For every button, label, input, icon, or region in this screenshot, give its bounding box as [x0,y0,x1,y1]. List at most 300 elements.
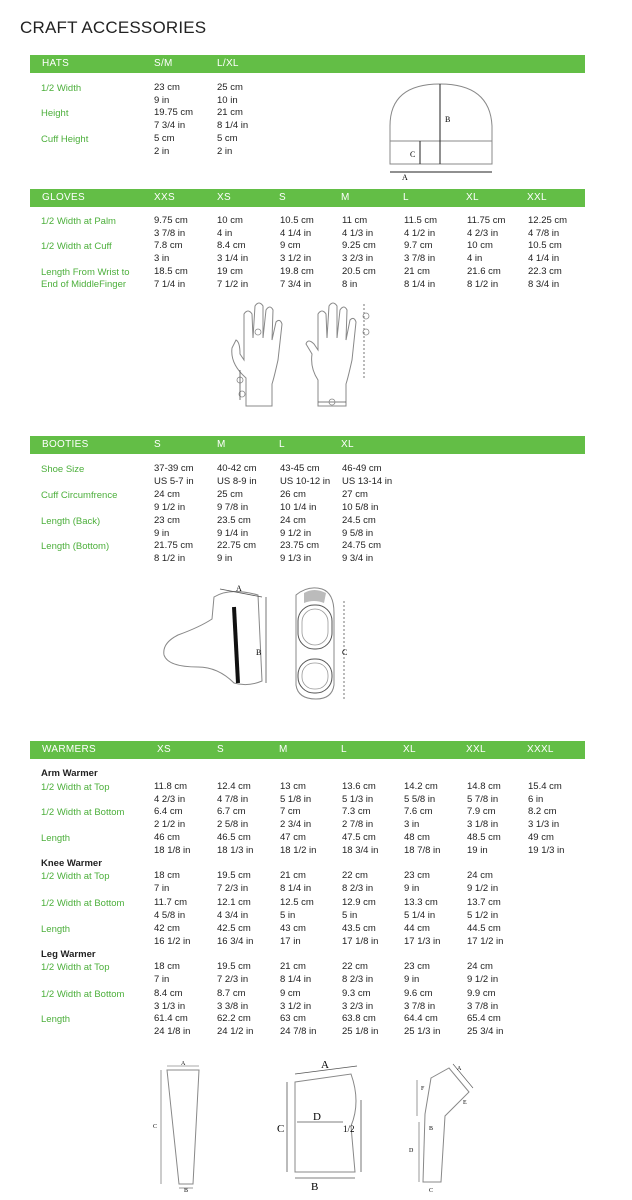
imperial-value: 7 3/4 in [154,119,186,131]
metric-value: 23 cm [404,961,430,972]
size-cell [217,133,238,158]
warmers-header-size: XS [157,744,171,755]
size-cell [342,515,376,540]
bootie-label-a: A [236,584,242,593]
size-cell [467,781,501,806]
size-cell [280,540,319,565]
booties-header-size: S [154,439,161,450]
size-cell [342,988,373,1013]
gloves-header-size: S [279,192,286,203]
metric-value: 64.4 cm [404,1013,438,1024]
imperial-value: 17 1/3 in [404,935,441,947]
imperial-value: 3 2/3 in [342,1000,374,1012]
size-cell [217,806,248,831]
knee-label-c: C [277,1123,285,1135]
metric-value: 10.5 cm [280,215,314,226]
metric-value: 14.2 cm [404,781,438,792]
imperial-value: 17 in [280,935,301,947]
size-cell [217,489,248,514]
metric-value: 9 cm [280,240,301,251]
metric-value: 10 cm [217,215,243,226]
gloves-header-size: XL [466,192,479,203]
row-label: Cuff Height [41,134,89,145]
metric-value: 21.75 cm [154,540,194,551]
glove-diagram [218,298,378,410]
row-label: 1/2 Width at Top [41,962,110,973]
metric-value: 42.5 cm [217,923,251,934]
size-cell [342,870,373,895]
imperial-value: 7 2/3 in [217,973,249,985]
metric-value: 23 cm [154,515,180,526]
imperial-value: 9 7/8 in [217,501,249,513]
imperial-value: 18 1/2 in [280,844,317,856]
metric-value: 8.7 cm [217,988,246,999]
size-cell [280,961,311,986]
row-label: Length From Wrist to [41,267,130,278]
size-cell [154,133,175,158]
warmers-header-size: XXXL [527,744,554,755]
size-cell [280,781,311,806]
warmers-header-label: WARMERS [42,744,96,755]
imperial-value: 9 1/2 in [154,501,186,513]
imperial-value: 2 3/4 in [280,818,312,830]
hats-header-size: L/XL [217,58,239,69]
metric-value: 7.6 cm [404,806,433,817]
row-label: Shoe Size [41,464,85,475]
size-cell [217,870,251,895]
hats-header-label: HATS [42,58,70,69]
size-cell [217,82,243,107]
metric-value: 63 cm [280,1013,306,1024]
imperial-value: 2 7/8 in [342,818,374,830]
metric-value: 23 cm [154,82,180,93]
size-cell [528,266,562,291]
imperial-value: 8 1/4 in [280,973,312,985]
metric-value: 15.4 cm [528,781,562,792]
imperial-value: 24 1/8 in [154,1025,191,1037]
size-cell [342,806,373,831]
imperial-value: 5 1/8 in [280,793,312,805]
metric-value: 10 cm [467,240,493,251]
imperial-value: 3 1/8 in [467,818,499,830]
size-cell [342,923,378,948]
size-cell [154,988,185,1013]
imperial-value: 10 5/8 in [342,501,379,513]
hats-header-size: S/M [154,58,173,69]
imperial-value: 3 3/8 in [217,1000,249,1012]
leg-label-e: E [463,1100,467,1106]
metric-value: 9 cm [280,988,301,999]
size-cell [528,240,562,265]
imperial-value: 9 3/4 in [342,552,374,564]
metric-value: 48 cm [404,832,430,843]
imperial-value: 18 7/8 in [404,844,441,856]
metric-value: 48.5 cm [467,832,501,843]
size-cell [217,266,248,291]
size-cell [404,988,435,1013]
size-cell [342,832,378,857]
hat-label-a: A [402,173,408,180]
size-cell [404,266,435,291]
row-label: 1/2 Width at Top [41,871,110,882]
size-cell [404,1013,440,1038]
size-cell [154,832,190,857]
metric-value: 23.5 cm [217,515,251,526]
bootie-label-c: C [342,648,348,657]
imperial-value: 3 7/8 in [467,1000,499,1012]
row-label: Length [41,833,71,844]
size-cell [280,923,306,948]
row-label: 1/2 Width [41,83,82,94]
imperial-value: 4 7/8 in [528,227,560,239]
row-label: 1/2 Width at Bottom [41,989,125,1000]
size-cell [154,489,185,514]
imperial-value: 3 1/2 in [280,1000,312,1012]
imperial-value: 8 1/2 in [154,552,186,564]
imperial-value: 3 1/4 in [217,252,249,264]
size-cell [154,1013,190,1038]
size-cell [217,107,248,132]
metric-value: 12.25 cm [528,215,568,226]
knee-label-a: A [321,1060,329,1071]
row-label: Length (Bottom) [41,541,110,552]
size-cell [280,806,311,831]
imperial-value: 9 in [217,552,233,564]
booties-header-bar [30,436,585,454]
metric-value: 19.5 cm [217,870,251,881]
metric-value: 10.5 cm [528,240,562,251]
size-cell [217,961,251,986]
booties-header-size: M [217,439,226,450]
gloves-header-size: L [403,192,409,203]
size-cell [404,240,435,265]
imperial-value: 9 1/2 in [280,527,312,539]
size-cell [342,240,376,265]
size-cell [404,870,430,895]
metric-value: 7 cm [280,806,301,817]
metric-value: 44.5 cm [467,923,501,934]
size-cell [342,489,378,514]
imperial-value: 4 5/8 in [154,909,186,921]
size-cell [342,961,373,986]
hat-diagram [380,74,510,180]
metric-value: 6.4 cm [154,806,183,817]
size-cell [467,240,493,265]
size-cell [280,988,311,1013]
warmers-header-bar [30,741,585,759]
metric-value: 5 cm [154,133,175,144]
size-cell [217,897,251,922]
hat-label-c: C [410,150,416,159]
imperial-value: 9 1/2 in [467,973,499,985]
warmers-header-size: L [341,744,347,755]
hats-header-bar [30,55,585,73]
imperial-value: 4 in [217,227,233,239]
page-title: CRAFT ACCESSORIES [20,18,207,37]
metric-value: 13.7 cm [467,897,501,908]
row-label-line2: End of MiddleFinger [41,279,127,290]
imperial-value: 2 in [217,145,233,157]
metric-value: 21 cm [280,961,306,972]
imperial-value: 7 in [154,882,170,894]
imperial-value: 8 2/3 in [342,973,374,985]
metric-value: 62.2 cm [217,1013,251,1024]
gloves-header-label: GLOVES [42,192,85,203]
row-label: Length [41,924,71,935]
imperial-value: US 13-14 in [342,475,393,487]
row-label: Length (Back) [41,516,101,527]
imperial-value: 8 1/4 in [217,119,249,131]
metric-value: 13.3 cm [404,897,438,908]
imperial-value: 24 7/8 in [280,1025,317,1037]
row-label: 1/2 Width at Palm [41,216,116,227]
size-cell [154,107,193,132]
row-label: Height [41,108,69,119]
imperial-value: 4 7/8 in [217,793,249,805]
size-cell [280,897,314,922]
imperial-value: 5 1/4 in [404,909,436,921]
metric-value: 20.5 cm [342,266,376,277]
size-cell [467,870,498,895]
size-cell [467,806,498,831]
size-cell [342,266,376,291]
imperial-value: US 8-9 in [217,475,257,487]
metric-value: 24 cm [467,961,493,972]
size-cell [280,215,314,240]
row-label: 1/2 Width at Bottom [41,898,125,909]
imperial-value: 16 3/4 in [217,935,254,947]
size-cell [280,1013,316,1038]
size-cell [467,988,498,1013]
size-cell [154,897,187,922]
imperial-value: 3 7/8 in [404,252,436,264]
size-cell [404,897,438,922]
row-label: 1/2 Width at Cuff [41,241,112,252]
imperial-value: 8 1/2 in [467,278,499,290]
imperial-value: 5 in [280,909,296,921]
size-cell [528,781,562,806]
metric-value: 18.5 cm [154,266,188,277]
imperial-value: 8 3/4 in [528,278,560,290]
metric-value: 26 cm [280,489,306,500]
metric-value: 8.2 cm [528,806,557,817]
metric-value: 9.6 cm [404,988,433,999]
metric-value: 40-42 cm [217,463,257,474]
metric-value: 24 cm [154,489,180,500]
arm-label-c: C [153,1124,158,1130]
metric-value: 13 cm [280,781,306,792]
size-cell [217,1013,253,1038]
size-cell [528,215,567,240]
leg-label-a: A [457,1066,462,1072]
imperial-value: 17 1/2 in [467,935,504,947]
imperial-value: 19 in [467,844,488,856]
metric-value: 43 cm [280,923,306,934]
leg-label-c: C [429,1188,434,1192]
size-cell [467,1013,503,1038]
imperial-value: 3 7/8 in [154,227,186,239]
metric-value: 24.5 cm [342,515,376,526]
size-cell [404,781,438,806]
metric-value: 25 cm [217,489,243,500]
metric-value: 8.4 cm [154,988,183,999]
metric-value: 19.5 cm [217,961,251,972]
imperial-value: 5 in [342,909,358,921]
imperial-value: US 10-12 in [280,475,331,487]
row-label: Length [41,1014,71,1025]
imperial-value: 5 1/2 in [467,909,499,921]
metric-value: 13.6 cm [342,781,376,792]
metric-value: 21 cm [217,107,243,118]
imperial-value: 18 1/3 in [217,844,254,856]
metric-value: 27 cm [342,489,368,500]
arm-label-b: B [184,1188,189,1192]
size-cell [154,215,188,240]
size-cell [280,463,330,488]
leg-label-b: B [429,1126,434,1132]
imperial-value: 7 1/2 in [217,278,249,290]
imperial-value: 25 1/8 in [342,1025,379,1037]
metric-value: 65.4 cm [467,1013,501,1024]
metric-value: 19 cm [217,266,243,277]
size-cell [528,832,564,857]
metric-value: 47 cm [280,832,306,843]
metric-value: 9.3 cm [342,988,371,999]
row-label: 1/2 Width at Bottom [41,807,125,818]
booties-header-size: L [279,439,285,450]
metric-value: 9.7 cm [404,240,433,251]
booties-header-size: XL [341,439,354,450]
imperial-value: 3 1/2 in [280,252,312,264]
size-cell [467,215,505,240]
knee-label-half: 1/2 [343,1124,355,1134]
size-cell [342,897,376,922]
imperial-value: 3 7/8 in [404,1000,436,1012]
metric-value: 22 cm [342,961,368,972]
size-cell [467,961,498,986]
leg-label-d: D [409,1148,414,1154]
imperial-value: 6 in [528,793,544,805]
imperial-value: 8 2/3 in [342,882,374,894]
imperial-value: 2 1/2 in [154,818,186,830]
metric-value: 23 cm [404,870,430,881]
imperial-value: 4 in [467,252,483,264]
size-cell [154,781,187,806]
size-cell [342,215,373,240]
size-cell [154,463,194,488]
size-cell [154,82,180,107]
metric-value: 47.5 cm [342,832,376,843]
metric-value: 46-49 cm [342,463,382,474]
imperial-value: 9 in [404,973,420,985]
size-cell [467,923,503,948]
metric-value: 24 cm [280,515,306,526]
metric-value: 14.8 cm [467,781,501,792]
size-cell [217,240,248,265]
warmers-header-size: S [217,744,224,755]
metric-value: 12.4 cm [217,781,251,792]
size-cell [217,463,257,488]
metric-value: 9.75 cm [154,215,188,226]
metric-value: 43.5 cm [342,923,376,934]
imperial-value: 9 1/2 in [467,882,499,894]
imperial-value: 5 1/3 in [342,793,374,805]
booties-header-label: BOOTIES [42,439,89,450]
size-cell [154,923,190,948]
warmers-header-size: XL [403,744,416,755]
metric-value: 46.5 cm [217,832,251,843]
gloves-header-size: XXS [154,192,175,203]
imperial-value: 9 5/8 in [342,527,374,539]
size-cell [154,870,180,895]
metric-value: 21.6 cm [467,266,501,277]
metric-value: 7.9 cm [467,806,496,817]
metric-value: 61.4 cm [154,1013,188,1024]
imperial-value: 17 1/8 in [342,935,379,947]
imperial-value: 5 5/8 in [404,793,436,805]
size-cell [280,489,316,514]
imperial-value: 10 1/4 in [280,501,317,513]
row-label: Cuff Circumfrence [41,490,118,501]
size-cell [154,515,180,540]
size-cell [154,540,193,565]
leg-label-f: F [421,1086,425,1092]
imperial-value: 4 1/2 in [404,227,436,239]
imperial-value: 19 1/3 in [528,844,565,856]
metric-value: 12.5 cm [280,897,314,908]
bootie-diagram [158,583,368,705]
size-cell [404,215,437,240]
size-cell [217,215,243,240]
warmers-header-size: XXL [466,744,486,755]
imperial-value: 3 in [404,818,420,830]
knee-label-b: B [311,1181,319,1192]
bootie-label-b: B [256,648,262,657]
imperial-value: 4 1/3 in [342,227,374,239]
size-cell [154,266,188,291]
metric-value: 11.5 cm [404,215,438,226]
imperial-value: 3 in [154,252,170,264]
metric-value: 11.7 cm [154,897,188,908]
imperial-value: 24 1/2 in [217,1025,254,1037]
imperial-value: 9 1/3 in [280,552,312,564]
imperial-value: 8 in [342,278,358,290]
metric-value: 6.7 cm [217,806,246,817]
imperial-value: 3 2/3 in [342,252,374,264]
metric-value: 12.1 cm [217,897,251,908]
metric-value: 21 cm [280,870,306,881]
metric-value: 37-39 cm [154,463,194,474]
metric-value: 25 cm [217,82,243,93]
imperial-value: 4 3/4 in [217,909,249,921]
metric-value: 49 cm [528,832,554,843]
metric-value: 9.9 cm [467,988,496,999]
imperial-value: 9 in [154,94,170,106]
imperial-value: 25 1/3 in [404,1025,441,1037]
metric-value: 18 cm [154,961,180,972]
metric-value: 22.3 cm [528,266,562,277]
size-cell [217,781,251,806]
imperial-value: 7 2/3 in [217,882,249,894]
imperial-value: 7 1/4 in [154,278,186,290]
imperial-value: 9 in [404,882,420,894]
size-cell [280,266,314,291]
gloves-header-size: M [341,192,350,203]
size-cell [404,832,440,857]
size-cell [404,961,430,986]
metric-value: 44 cm [404,923,430,934]
imperial-value: 9 1/4 in [217,527,249,539]
